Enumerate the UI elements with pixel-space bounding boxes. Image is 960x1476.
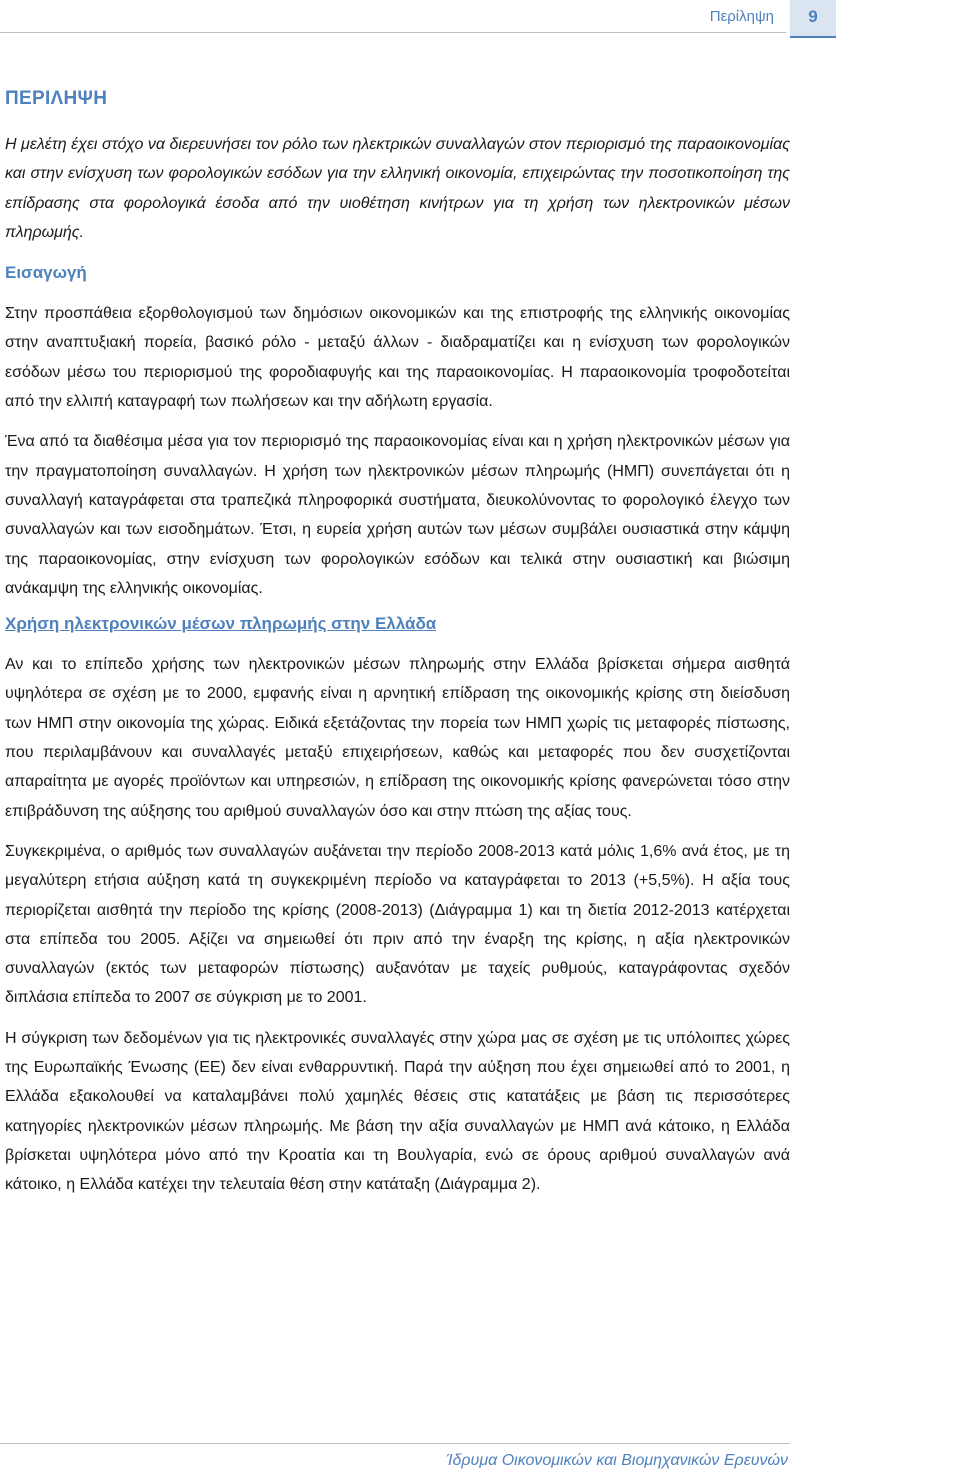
body-paragraph: Αν και το επίπεδο χρήσης των ηλεκτρονικών μέσων πληρωμής στην Ελλάδα βρίσκεται σήμερα αισθητά υψηλότερα σε σχέση με το 2000, εμφανής είναι η αρνητική επίδραση της οικονομικής κρίσης στη διείσδυση των ΗΜΠ στην οικονομία της χώρας. Ειδικά εξετάζοντας την πορεία των ΗΜΠ χωρίς τις μεταφορές πίστωσης, που περιλαμβάνουν και συναλλαγές μεταξύ επιχειρήσεων, καθώς και μεταφορές που δεν συσχετίζονται απαραίτητα με αγορές προϊόντων και υπηρεσιών, η επίδραση της οικονομικής κρίσης φανερώνεται τόσο στην επιβράδυνση της αύξησης του αριθμού συναλλαγών όσο και στην πτώση της αξίας τους. bbox=[5, 656, 790, 820]
header-section-label: Περίληψη bbox=[709, 8, 774, 25]
section-electronic-payments-greece bbox=[5, 614, 790, 1199]
body-paragraph: Ένα από τα διαθέσιμα μέσα για τον περιορισμό της παραοικονομίας είναι και η χρήση ηλεκτρονικών μέσων για την πραγματοποίηση συναλλαγών. Η χρήση των ηλεκτρονικών μέσων πληρωμής (ΗΜΠ) συνεπάγεται ότι η συναλλαγή καταγράφεται στα τραπεζικά πληροφορικά συστήματα, διευκολύνοντας το φορολογικό έλεγχο των συναλλαγών και των εισοδημάτων. Έτσι, η ευρεία χρήση αυτών των μέσων συμβάλει ουσιαστικά στην κάμψη της παραοικονομίας, στην ενίσχυση των φορολογικών εσόδων και τελικά στην ουσιαστική και βιώσιμη ανάκαμψη της ελληνικής οικονομίας. bbox=[5, 433, 790, 597]
section-introduction bbox=[5, 263, 790, 603]
header-divider bbox=[0, 32, 786, 33]
section-heading: Εισαγωγή bbox=[5, 263, 87, 283]
page-number: 9 bbox=[808, 7, 818, 26]
body-paragraph: Η σύγκριση των δεδομένων για τις ηλεκτρονικές συναλλαγές στην χώρα μας σε σχέση με τις υπόλοιπες χώρες της Ευρωπαϊκής Ένωσης (ΕΕ) δεν είναι ενθαρρυντική. Παρά την αύξηση που έχει σημειωθεί από το 2001, η Ελλάδα εξακολουθεί να καταλαμβάνει πολύ χαμηλές θέσεις στις κατατάξεις με βάση τις περισσότερες κατηγορίες ηλεκτρονικών μέσων πληρωμής. Με βάση την αξία συναλλαγών με ΗΜΠ ανά κάτοικο, η Ελλάδα βρίσκεται υψηλότερα μόνο από την Κροατία και τη Βουλγαρία, ενώ σε όρους αριθμού συναλλαγών ανά κάτοικο, η Ελλάδα κατέχει την τελευταία θέση στην κατάταξη (Διάγραμμα 2). bbox=[5, 1029, 790, 1194]
page-number-box bbox=[790, 0, 836, 38]
body-paragraph: Στην προσπάθεια εξορθολογισμού των δημόσιων οικονομικών και της επιστροφής της ελληνικής οικονομίας στην αναπτυξιακή πορεία, βασικό ρόλο - μεταξύ άλλων - διαδραματίζει και η ενίσχυση των φορολογικών εσόδων μέσω του περιορισμού της φοροδιαφυγής και της παραοικονομίας. Η παραοικονομία τροφοδοτείται από την ελλιπή καταγραφή των πωλήσεων και την αδήλωτη εργασία. bbox=[5, 305, 790, 411]
page-content bbox=[5, 88, 790, 1211]
page-title: ΠΕΡΙΛΗΨΗ bbox=[5, 88, 108, 109]
footer-organization: Ίδρυμα Οικονομικών και Βιομηχανικών Ερευνών bbox=[446, 1452, 788, 1469]
footer-divider bbox=[0, 1443, 790, 1444]
body-paragraph: Συγκεκριμένα, ο αριθμός των συναλλαγών αυξάνεται την περίοδο 2008-2013 κατά μόλις 1,6% ανά έτος, με τη μεγαλύτερη ετήσια αύξηση κατά τη συγκεκριμένη περίοδο να καταγράφεται το 2013 (+5,5%). Η αξία τους περιορίζεται αισθητά την περίοδο της κρίσης (2008-2013) (Διάγραμμα 1) και τη διετία 2012-2013 κατέρχεται στα επίπεδα του 2005. Αξίζει να σημειωθεί ότι πριν από την έναρξη της κρίσης, η αξία ηλεκτρονικών συναλλαγών (εκτός των μεταφορών πίστωσης) αυξανόταν με ταχείς ρυθμούς, καταγράφοντας σχεδόν διπλάσια επίπεδα το 2007 σε σύγκριση με το 2001. bbox=[5, 842, 790, 1007]
abstract-paragraph: Η μελέτη έχει στόχο να διερευνήσει τον ρόλο των ηλεκτρικών συναλλαγών στον περιορισμό της παραοικονομίας και στην ενίσχυση των φορολογικών εσόδων για την ελληνική οικονομία, επιχειρώντας την ποσοτικοποίηση της επίδρασης στα φορολογικά έσοδα από την υιοθέτηση κινήτρων για τη χρήση των ηλεκτρονικών μέσων πληρωμής. bbox=[5, 136, 790, 241]
section-heading: Χρήση ηλεκτρονικών μέσων πληρωμής στην Ελλάδα bbox=[5, 614, 437, 634]
